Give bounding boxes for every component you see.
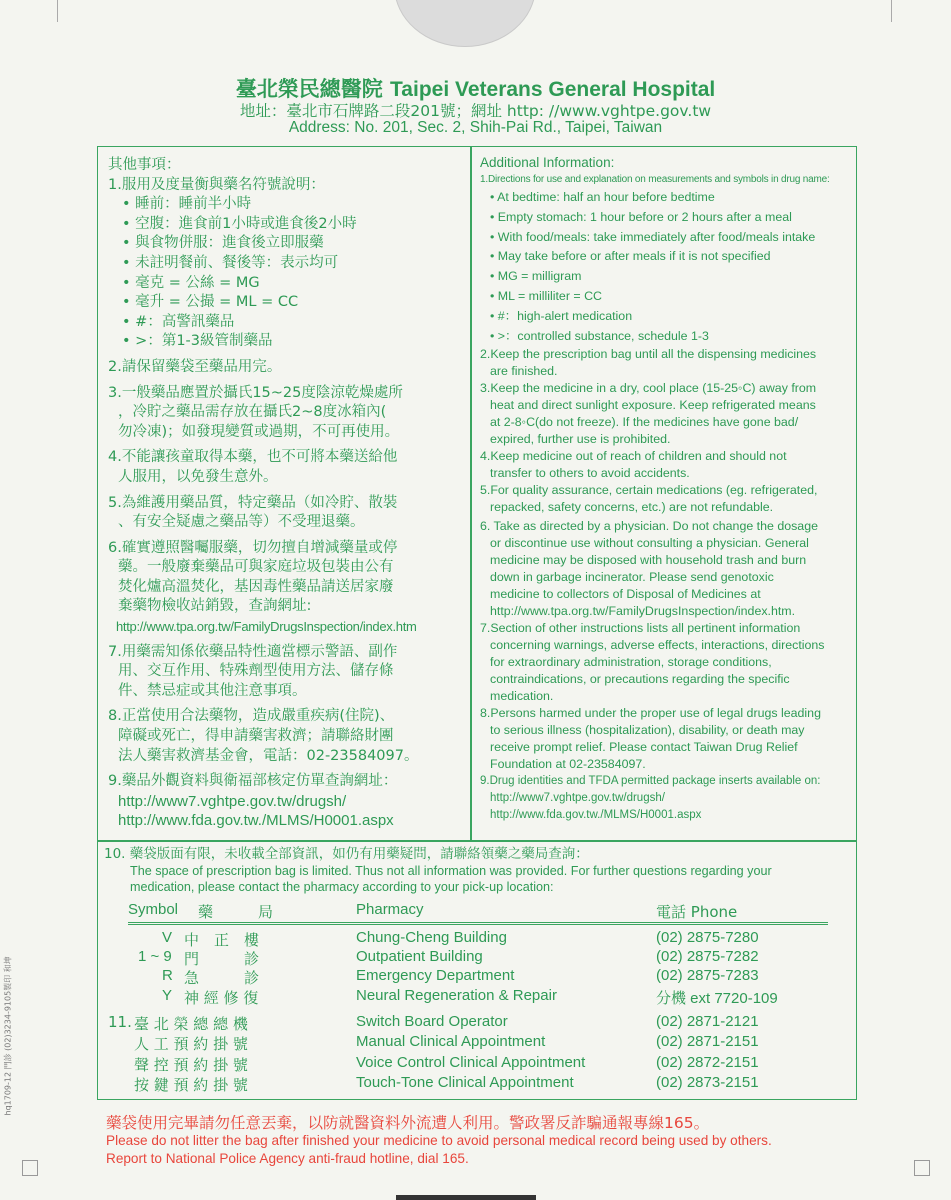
left-bullet: • #：高警訊藥品 [122,313,235,330]
section-divider [97,840,857,842]
right-r8: 8.Persons harmed under the proper use of legal drugs leading to serious illness (hospitalization), disability, or death may receive prompt relief. Please contact Taiwan Drug Relief Foundation at 02-23584097. [480,706,821,772]
vghtpe-drug-link[interactable]: http://www7.vghtpe.gov.tw/drugsh/ [118,792,347,810]
left-s7: 7.用藥需知係依藥品特性適當標示警語、副作 用、交互作用、特殊劑型使用方法、儲存條 件、禁忌症或其他注意事項。 [108,643,398,699]
right-bullet: • With food/meals: take immediately after food/meals intake [490,229,816,244]
table-header [128,900,828,923]
right-heading: Additional Information: [480,155,615,170]
bottom-bar [396,1195,536,1200]
right-bullet: • ML = milliliter = CC [490,288,602,303]
tpa-link[interactable]: http://www.tpa.org.tw/FamilyDrugsInspection/index.htm [116,619,417,635]
footer-zh: 藥袋使用完畢請勿任意丟棄，以防就醫資料外流遭人利用。警政署反詐騙通報專線165。 [106,1114,710,1132]
left-s5: 5.為維護用藥品質，特定藥品（如冷貯、散裝 、有安全疑慮之藥品等）不受理退藥。 [108,494,398,531]
left-s4: 4.不能讓孩童取得本藥，也不可將本藥送給他 人服用，以免發生意外。 [108,449,398,485]
left-s2: 2.請保留藥袋至藥品用完。 [108,358,282,375]
right-r9: 9.Drug identities and TFDA permitted package inserts available on: http://www7.vghtpe.gov.tw/drugsh/ http://www.fda.gov.tw./MLMS/H0001.aspx [480,773,852,824]
section-10-en-1: The space of prescription bag is limited. Thus not all information was provided. For further questions regarding your [130,863,772,878]
trim-mark [891,0,892,22]
side-print-code: hq1709-12 門診 (02)3234-9105製印 和坤 [3,956,13,1116]
tpa-link-en[interactable]: http://www.tpa.org.tw/FamilyDrugsInspection/index.htm. [490,604,796,619]
trim-mark [57,0,58,22]
left-s1-title: 1.服用及度量衡與藥名符號說明： [108,176,325,193]
right-r5: 5.For quality assurance, certain medications (eg. refrigerated, repacked, safety concerns, etc.) are not refundable. [480,483,818,515]
right-bullet: • At bedtime: half an hour before bedtime [490,190,715,204]
right-column-en [480,154,852,824]
left-s3: 3.一般藥品應置於攝氏15~25度陰涼乾燥處所 ，冷貯之藥品需存放在攝氏2~8度冰箱內( 勿冷凍)；如發現變質或過期，不可再使用。 [108,384,403,440]
left-s9: 9.藥品外觀資料與衛福部核定仿單查詢網址： http://www7.vghtpe.gov.tw/drugsh/ http://www.fda.gov.tw./MLMS/H0001.aspx [108,772,468,831]
footer-en-1: Please do not litter the bag after finished your medicine to avoid personal medical record being used by others. [106,1133,772,1148]
left-bullet: • 空腹：進食前1小時或進食後2小時 [122,215,357,232]
address-zh: 地址：臺北市石牌路二段201號；網址 http: //www.vghtpe.gov.tw [239,102,712,120]
right-bullet: • MG = milligram [490,269,582,284]
corner-square [914,1160,930,1176]
thumb-notch [394,0,536,47]
footer-en-2: Report to National Police Agency anti-fraud hotline, dial 165. [106,1151,469,1166]
address-en: Address: No. 201, Sec. 2, Shih-Pai Rd., Taipei, Taiwan [288,119,663,136]
left-bullet: • 睡前：睡前半小時 [122,196,252,213]
header-symbol: Symbol [128,901,179,918]
right-bullet: • Empty stomach: 1 hour before or 2 hours after a meal [490,209,792,224]
left-s8: 8.正當使用合法藥物，造成嚴重疾病(住院)、 障礙或死亡，得申請藥害救濟；請聯絡財團 法人藥害救濟基金會，電話：02-23584097。 [108,708,419,764]
left-bullet: • >：第1-3級管制藥品 [122,333,273,350]
left-s6: 6.確實遵照醫囑服藥，切勿擅自增減藥量或停 藥。一般廢棄藥品可與家庭垃圾包裝由公有 焚化爐高溫焚化，基因毒性藥品請送居家廢 棄藥物檢收站銷毀，查詢網址: http://www.tpa.org.tw/FamilyDrugsInspection/index.htm [108,539,468,637]
header-pharmacy-zh: 藥 局 [198,903,274,921]
right-r1: 1.Directions for use and explanation on measurements and symbols in drug name: [480,174,830,185]
left-bullet: • 未註明餐前、餐後等：表示均可 [122,254,339,271]
hospital-title: 臺北榮民總醫院 Taipei Veterans General Hospital [235,77,716,101]
section-10-zh: 10. 藥袋版面有限，未收載全部資訊，如仍有用藥疑問，請聯絡領藥之藥局查詢： [104,846,589,862]
corner-square [22,1160,38,1176]
column-divider [470,146,472,840]
header-phone: 電話 Phone [656,903,738,921]
right-bullets [480,188,852,346]
right-r4: 4.Keep medicine out of reach of children and should not transfer to others to avoid accidents. [480,449,787,481]
left-bullet: • 毫升 = 公撮 = ML = CC [122,294,299,311]
fda-link[interactable]: http://www.fda.gov.tw./MLMS/H0001.aspx [118,812,394,830]
section-10 [104,846,844,896]
left-bullet: • 與食物併服：進食後立即服藥 [122,235,324,252]
left-bullet: • 毫克 = 公絲 = MG [122,274,260,291]
right-bullet: • >：controlled substance, schedule 1-3 [490,328,709,343]
fda-link-en[interactable]: http://www.fda.gov.tw./MLMS/H0001.aspx [490,809,702,822]
header-pharmacy: Pharmacy [356,901,424,918]
vghtpe-drug-link-en[interactable]: http://www7.vghtpe.gov.tw/drugsh/ [490,792,665,805]
section-10-en-2: medication, please contact the pharmacy according to your pick-up location: [130,880,554,894]
table-row-divider [128,924,828,925]
right-r2: 2.Keep the prescription bag until all the dispensing medicines are finished. [480,347,817,379]
right-bullet: • May take before or after meals if it is not specified [490,249,771,264]
right-r3: 3.Keep the medicine in a dry, cool place (15-25◦C) away from heat and direct sunlight exposure. Keep refrigerated means at 2-8◦C(do not freeze). If the medicines have gone bad/ expired, further use is prohibited. [480,381,817,447]
left-heading: 其他事項： [108,157,181,173]
right-r7: 7.Section of other instructions lists all pertinent information concerning warnings, adverse effects, interactions, directions for extraordinary administration, storage conditions, contraindications, or precautions regarding the specific medication. [480,621,825,704]
right-r6: 6. Take as directed by a physician. Do not change the dosage or discontinue use without consulting a physician. General medicine may be disposed with household trash and burn down in garbage incinerator. Please send genotoxic medicine to collectors of Disposal of Medicines at http://www.tpa.org.tw/FamilyDrugsInspection/index.htm. [480,518,852,620]
right-bullet: • #：high-alert medication [490,308,633,323]
left-column-zh [108,156,468,831]
